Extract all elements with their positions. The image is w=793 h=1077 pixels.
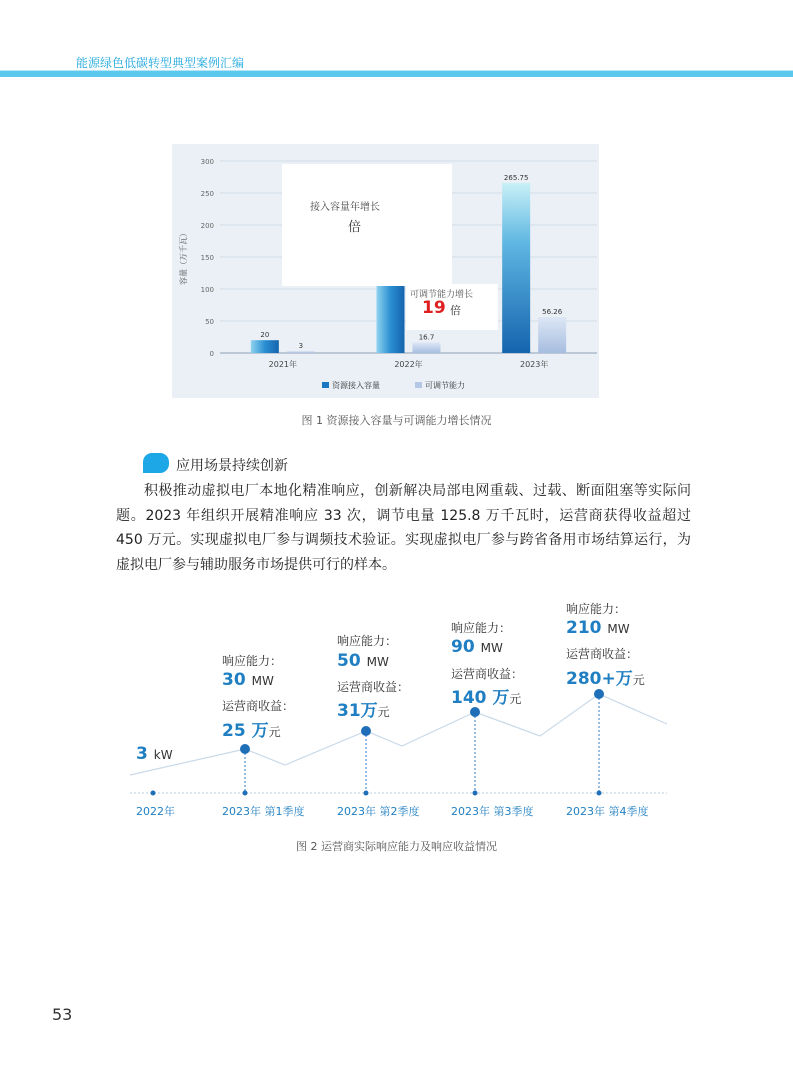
legend-label-capacity: 资源接入容量 [332, 381, 380, 390]
milestone-q3-capacity-label: 响应能力： [451, 621, 512, 635]
milestone-q4-capacity-value: 210 [566, 618, 602, 638]
section-title: 应用场景持续创新 [176, 458, 288, 474]
annotation-box-text: 接入容量年增长 [310, 202, 380, 213]
milestone-q1-revenue-unit: 元 [268, 725, 281, 739]
section-marker-icon [143, 453, 169, 473]
section-paragraph: 积极推动虚拟电厂本地化精准响应，创新解决局部电网重载、过载、断面阻塞等实际问题。2023 年组织开展精准响应 33 次，调节电量 125.8 万千瓦时，运营商获得收益超过 450 万元。实现虚拟电厂参与调频技术验证。实现虚拟电厂参与跨省备用市场结算运行，为虚拟电厂参与辅助服务市场提供可行的样本。 [116, 483, 691, 573]
timeline-tick-q3 [473, 791, 478, 796]
bar-capacity-2 [502, 183, 530, 353]
milestone-q2-capacity-label: 响应能力： [337, 634, 398, 648]
milestone-q1-revenue-label: 运营商收益： [222, 699, 295, 713]
timeline-trend-line [130, 694, 667, 775]
milestone-2022-capacity-value: 3 [136, 744, 148, 764]
y-tick-label-5: 250 [200, 190, 214, 198]
page-number: 53 [52, 1005, 73, 1024]
milestone-q3-capacity-unit: MW [480, 641, 503, 655]
annotation-box-value: 倍 [348, 220, 362, 235]
data-label-capacity-2: 265.75 [503, 173, 529, 182]
x-tick-label-1: 2022年 [394, 360, 423, 369]
figure-1-bar-chart [172, 144, 599, 398]
x-tick-label-0: 2021年 [268, 360, 298, 369]
legend-swatch-adjustable [415, 382, 422, 388]
milestone-q3-capacity-value: 90 [451, 637, 475, 657]
header-divider-bar [0, 71, 793, 77]
milestone-q4-revenue [566, 664, 645, 689]
y-tick-label-6: 300 [200, 158, 214, 166]
y-tick-label-4: 200 [200, 222, 214, 230]
milestone-q2-capacity [337, 651, 389, 671]
milestone-q1-capacity-label: 响应能力： [222, 654, 283, 668]
milestone-q3-capacity [451, 637, 503, 657]
data-label-adjustable-2: 56.26 [542, 307, 563, 316]
annotation-white-box [282, 164, 452, 286]
legend-label-adjustable: 可调节能力 [425, 381, 465, 390]
annotation-red-box [406, 284, 498, 330]
figure-2-caption: 图 2 运营商实际响应能力及响应收益情况 [296, 840, 497, 853]
y-tick-label-0: 0 [209, 350, 214, 358]
milestone-q1-capacity-value: 30 [222, 670, 246, 690]
milestone-q1-revenue [222, 716, 281, 741]
running-header-title: 能源绿色低碳转型典型案例汇编 [76, 56, 245, 70]
milestone-q1-capacity [222, 670, 274, 690]
figure-1-caption: 图 1 资源接入容量与可调能力增长情况 [301, 414, 492, 427]
milestone-q3-revenue-unit: 元 [509, 692, 522, 706]
milestone-q4-capacity-unit: MW [607, 622, 630, 636]
timeline-tick-q4 [597, 791, 602, 796]
y-axis-label: 容量（万千瓦） [179, 229, 188, 285]
milestone-date-q4: 2023年 第4季度 [566, 805, 649, 818]
annotation-red-label: 可调节能力增长 [410, 290, 474, 300]
annotation-red-value: 19 [422, 298, 446, 318]
legend-swatch-capacity [322, 382, 329, 388]
x-tick-label-2: 2023年 [519, 360, 549, 369]
timeline-tick-q2 [364, 791, 369, 796]
y-tick-label-3: 150 [200, 254, 214, 262]
milestone-2022-capacity-unit: kW [153, 748, 173, 762]
milestone-date-q1: 2023年 第1季度 [222, 805, 305, 818]
milestone-q2-revenue-unit: 元 [377, 705, 390, 719]
milestone-date-q2: 2023年 第2季度 [337, 805, 420, 818]
y-tick-label-2: 100 [200, 286, 214, 294]
data-label-capacity-0: 20 [260, 331, 270, 340]
milestone-q3-revenue-value: 140 万 [451, 688, 510, 708]
milestone-q4-capacity-label: 响应能力： [566, 602, 627, 616]
milestone-q2-revenue-label: 运营商收益： [337, 680, 410, 694]
milestone-q2-revenue [337, 696, 390, 721]
bar-adjustable-1 [413, 342, 441, 353]
timeline-point-q4 [594, 689, 604, 699]
milestone-q1-capacity-unit: MW [251, 674, 274, 688]
milestone-2022-capacity [136, 744, 173, 764]
bar-capacity-0 [251, 340, 279, 353]
milestone-q4-revenue-label: 运营商收益： [566, 647, 639, 661]
milestone-q2-revenue-value: 31万 [337, 701, 378, 721]
y-tick-label-1: 50 [205, 318, 214, 326]
data-label-adjustable-1: 16.7 [418, 333, 435, 342]
timeline-tick-2022 [151, 791, 156, 796]
timeline-tick-q1 [243, 791, 248, 796]
bar-adjustable-0 [287, 351, 315, 353]
milestone-q1-revenue-value: 25 万 [222, 721, 269, 741]
timeline-point-q1 [240, 744, 250, 754]
milestone-q4-revenue-value: 280+万 [566, 669, 633, 689]
data-label-adjustable-0: 3 [298, 342, 304, 351]
milestone-q2-capacity-value: 50 [337, 651, 361, 671]
milestone-q4-capacity [566, 618, 630, 638]
bar-capacity-1 [377, 285, 405, 353]
milestone-date-q3: 2023年 第3季度 [451, 805, 534, 818]
figure-2-timeline [0, 590, 793, 840]
timeline-point-q3 [470, 707, 480, 717]
milestone-q4-revenue-unit: 元 [632, 673, 645, 687]
annotation-red-unit: 倍 [450, 304, 461, 317]
milestone-date-2022: 2022年 [136, 805, 175, 818]
milestone-q3-revenue-label: 运营商收益： [451, 667, 524, 681]
bar-adjustable-2 [538, 317, 566, 353]
milestone-q3-revenue [451, 683, 521, 708]
milestone-q2-capacity-unit: MW [366, 655, 389, 669]
timeline-point-q2 [361, 726, 371, 736]
